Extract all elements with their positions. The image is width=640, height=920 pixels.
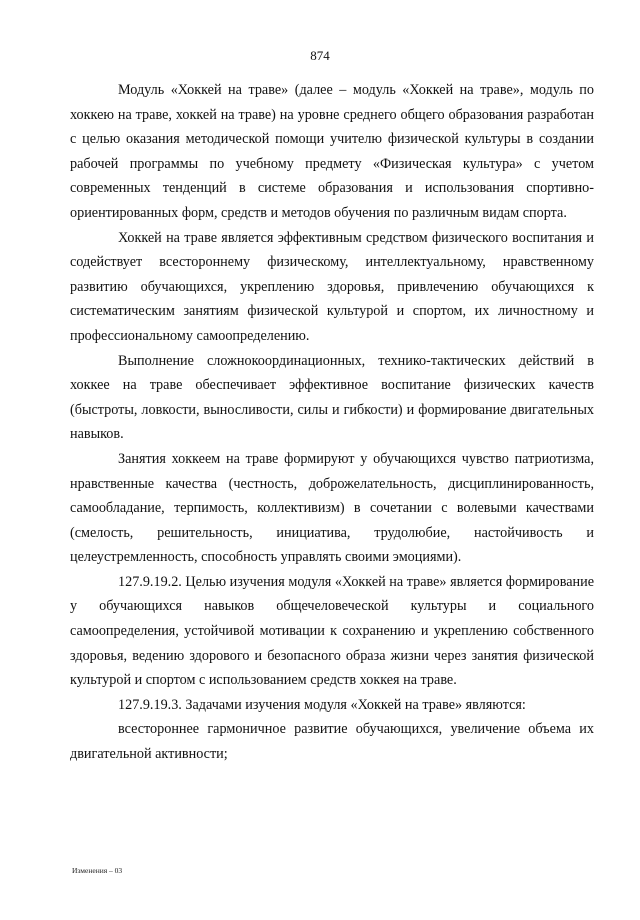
paragraph-moral-qualities: Занятия хоккеем на траве формируют у обучающихся чувство патриотизма, нравственные качества (честность, доброжелательность, дисциплинированность, самообладание, терпимость, коллективизм) в сочетании с волевыми качествами (смелость, решительность, инициатива, трудолюбие, настойчивость и целеустремленность, способность управлять своими эмоциями). xyxy=(70,450,594,566)
paragraph-goal: 127.9.19.2. Целью изучения модуля «Хоккей на траве» является формирование у обучающихся навыков общечеловеческой культуры и социального самоопределения, устойчивой мотивации к сохранению и укреплению собственного здоровья, ведению здорового и безопасного образа жизни через занятия физической культурой и спортом с использованием средств хоккея на траве. xyxy=(70,573,594,689)
paragraph-physical-qualities: Выполнение сложнокоординационных, технико-тактических действий в хоккее на траве обеспечивает эффективное воспитание физических качеств (быстроты, ловкости, выносливости, силы и гибкости) и формирование двигательных навыков. xyxy=(70,352,594,443)
paragraph-task-development: всестороннее гармоничное развитие обучающихся, увеличение объема их двигательной активности; xyxy=(70,721,594,763)
paragraph-field-hockey-role: Хоккей на траве является эффективным средством физического воспитания и содействует всестороннему физическому, интеллектуальному, нравственному развитию обучающихся, укреплению здоровья, привлечению обучающихся к систематическим занятиям физической культурой и спортом, их личностному и профессиональному самоопределению. xyxy=(70,229,594,344)
page-number: 874 xyxy=(310,48,330,63)
paragraph-tasks-heading: 127.9.19.3. Задачами изучения модуля «Хоккей на траве» являются: xyxy=(118,696,526,713)
footer-revision-note: Изменения – 03 xyxy=(72,866,123,875)
document-body xyxy=(70,78,594,767)
paragraph-module-intro: Модуль «Хоккей на траве» (далее – модуль «Хоккей на траве», модуль по хоккею на траве, хоккей на траве) на уровне среднего общего образования разработан с целью оказания методической помощи учителю физической культуры в создании рабочей программы по учебному предмету «Физическая культура» с учетом современных тенденций в системе образования и использования спортивно-ориентированных форм, средств и методов обучения по различным видам спорта. xyxy=(70,82,594,221)
